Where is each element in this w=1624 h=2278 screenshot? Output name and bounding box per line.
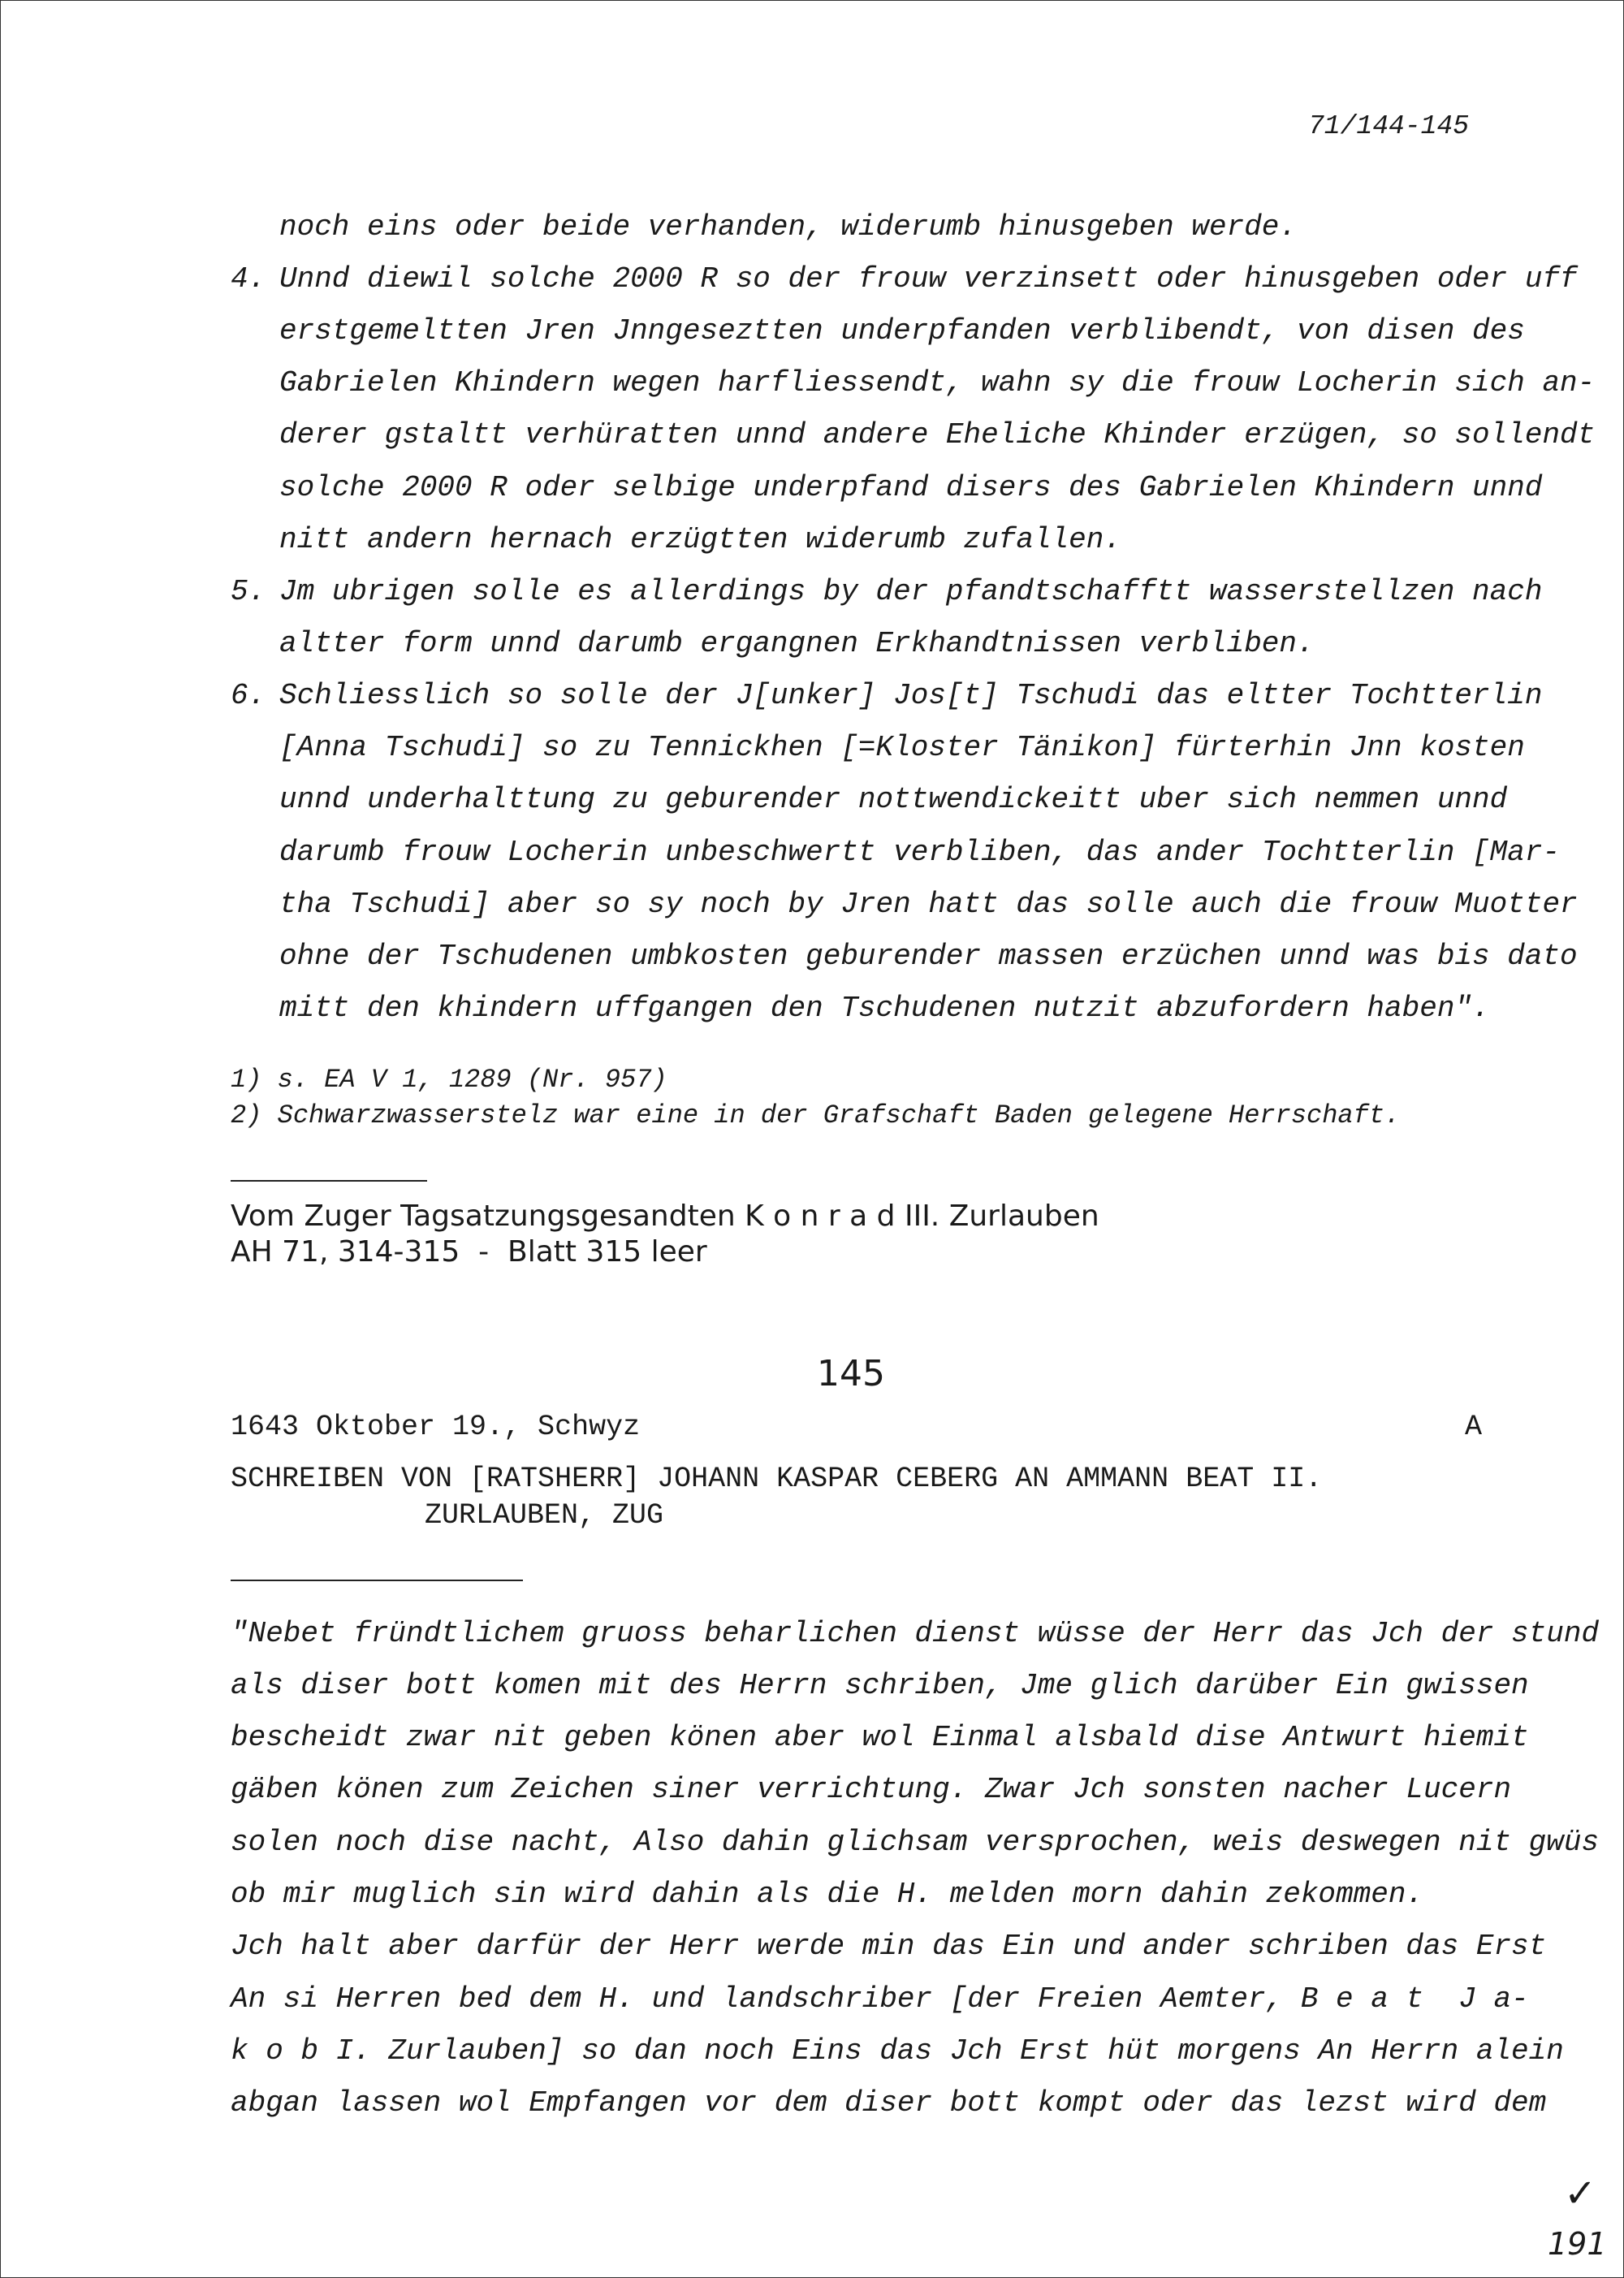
item-line: Schliesslich so solle der J[unker] Jos[t] Tschudi das eltter Tochtterlin bbox=[279, 679, 1543, 712]
source-line: AH 71, 314-315 - Blatt 315 leer bbox=[231, 1235, 707, 1269]
document-title: ZURLAUBEN, ZUG bbox=[425, 1499, 664, 1532]
item-line: darumb frouw Locherin unbeschwertt verbliben, das ander Tochtterlin [Mar- bbox=[279, 836, 1561, 869]
letter-line: gäben könen zum Zeichen siner verrichtung. Zwar Jch sonsten nacher Lucern bbox=[231, 1773, 1512, 1806]
item-line: Jm ubrigen solle es allerdings by der pfandtschafftt wasserstellzen nach bbox=[279, 575, 1543, 608]
item-line: solche 2000 R oder selbige underpfand disers des Gabrielen Khindern unnd bbox=[279, 471, 1543, 504]
letter-line: bescheidt zwar nit geben könen aber wol Einmal alsbald dise Antwurt hiemit bbox=[231, 1721, 1529, 1754]
document-type-mark: A bbox=[1465, 1411, 1483, 1443]
footnote: 1) s. EA V 1, 1289 (Nr. 957) bbox=[231, 1065, 667, 1095]
item-line: derer gstaltt verhüratten unnd andere Eheliche Khinder erzügen, so sollendt bbox=[279, 418, 1596, 452]
document-date-place: 1643 Oktober 19., Schwyz bbox=[231, 1411, 641, 1443]
title-divider bbox=[231, 1580, 523, 1581]
item-line: mitt den khindern uffgangen den Tschudenen nutzit abzufordern haben". bbox=[279, 992, 1490, 1025]
letter-line: ob mir muglich sin wird dahin als die H. melden morn dahin zekommen. bbox=[231, 1878, 1424, 1911]
source-prefix: Vom Zuger Tagsatzungsgesandten bbox=[231, 1200, 745, 1233]
item-line: altter form unnd darumb ergangnen Erkhandtnissen verbliben. bbox=[279, 627, 1315, 660]
letter-line: An si Herren bed dem H. und landschriber [der Freien Aemter, B e a t J a- bbox=[231, 1982, 1529, 2016]
page-reference: 71/144-145 bbox=[1308, 111, 1470, 141]
item-number: 5. bbox=[231, 575, 266, 608]
letter-line: abgan lassen wol Empfangen vor dem diser bott kompt oder das lezst wird dem bbox=[231, 2086, 1547, 2120]
letter-line: "Nebet fründtlichem gruoss beharlichen dienst wüsse der Herr das Jch der stund bbox=[231, 1617, 1600, 1650]
source-line bbox=[231, 1200, 1099, 1233]
document-number: 145 bbox=[817, 1353, 885, 1394]
check-mark: ✓ bbox=[1564, 2171, 1597, 2216]
source-suffix: III. Zurlauben bbox=[895, 1200, 1099, 1233]
item-number: 4. bbox=[231, 262, 266, 296]
item-line: erstgemeltten Jren Jnngeseztten underpfanden verblibendt, von disen des bbox=[279, 314, 1525, 348]
item-number: 6. bbox=[231, 679, 266, 712]
source-name-spaced: K o n r a d bbox=[745, 1200, 896, 1233]
item-line: tha Tschudi] aber so sy noch by Jren hatt das solle auch die frouw Muotter bbox=[279, 888, 1578, 921]
letter-line: k o b I. Zurlauben] so dan noch Eins das Jch Erst hüt morgens An Herrn alein bbox=[231, 2034, 1564, 2068]
item-line: unnd underhalttung zu geburender nottwendickeitt uber sich nemmen unnd bbox=[279, 783, 1508, 816]
letter-line: als diser bott komen mit des Herrn schriben, Jme glich darüber Ein gwissen bbox=[231, 1669, 1529, 1702]
item-line: [Anna Tschudi] so zu Tennickhen [=Kloster Tänikon] fürterhin Jnn kosten bbox=[279, 731, 1525, 764]
footnote-divider bbox=[231, 1180, 427, 1182]
document-title: SCHREIBEN VON [RATSHERR] JOHANN KASPAR CEBERG AN AMMANN BEAT II. bbox=[231, 1463, 1323, 1495]
item-line: Gabrielen Khindern wegen harfliessendt, wahn sy die frouw Locherin sich an- bbox=[279, 366, 1596, 400]
item-line: Unnd diewil solche 2000 R so der frouw verzinsett oder hinusgeben oder uff bbox=[279, 262, 1578, 296]
item-line: nitt andern hernach erzügtten widerumb zufallen. bbox=[279, 523, 1121, 556]
letter-line: solen noch dise nacht, Also dahin glichsam versprochen, weis deswegen nit gwüs bbox=[231, 1826, 1600, 1859]
continuation-line: noch eins oder beide verhanden, widerumb hinusgeben werde. bbox=[279, 210, 1298, 244]
item-line: ohne der Tschudenen umbkosten geburender massen erzüchen unnd was bis dato bbox=[279, 940, 1578, 973]
footnote: 2) Schwarzwasserstelz war eine in der Grafschaft Baden gelegene Herrschaft. bbox=[231, 1100, 1401, 1130]
folio-number: 191 bbox=[1548, 2226, 1607, 2262]
letter-line: Jch halt aber darfür der Herr werde min das Ein und ander schriben das Erst bbox=[231, 1930, 1547, 1963]
